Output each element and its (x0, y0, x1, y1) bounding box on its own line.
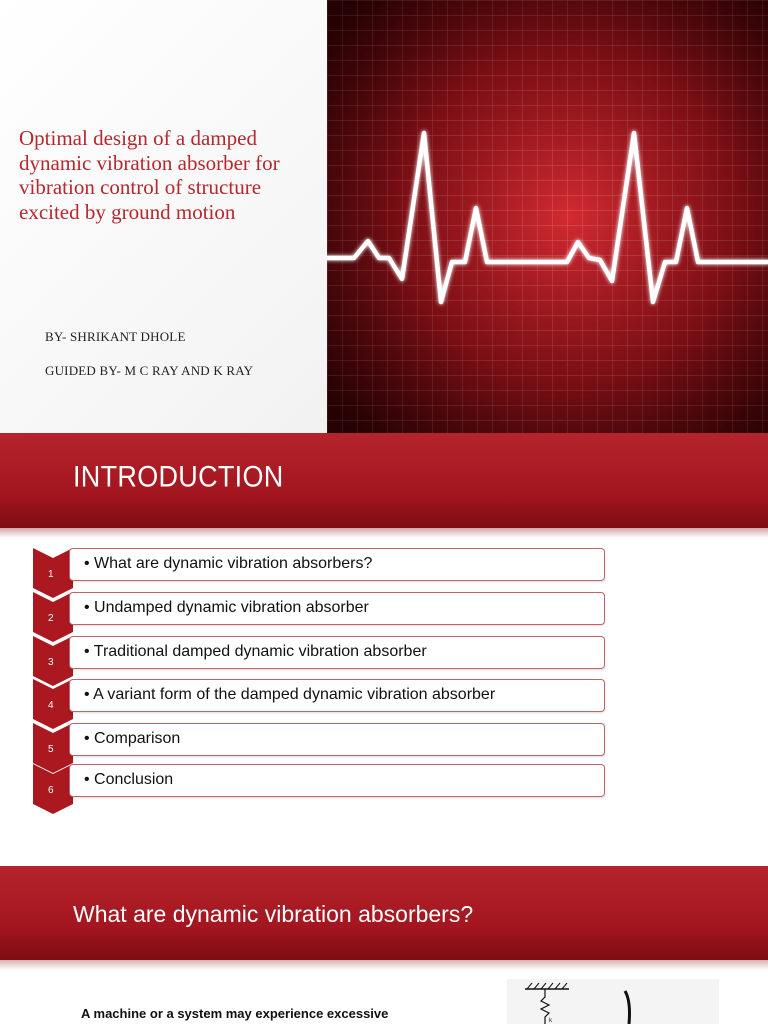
list-item (33, 636, 605, 674)
dva-slide (0, 866, 768, 1024)
band-shadow (0, 960, 768, 970)
item-number: 2 (48, 613, 54, 624)
spring-mass-figure (507, 979, 719, 1024)
item-box (69, 548, 605, 581)
ecg-heartbeat-image (327, 0, 768, 433)
slide3-body-text: A machine or a system may experience excessive (81, 1006, 389, 1021)
list-item (33, 723, 605, 761)
introduction-slide (0, 433, 768, 865)
item-box (69, 679, 605, 712)
item-number: 3 (48, 657, 54, 668)
item-text: • Conclusion (84, 771, 174, 788)
list-item (33, 764, 605, 802)
item-text: • Comparison (84, 730, 181, 747)
author-line: BY- SHRIKANT DHOLE (45, 329, 186, 344)
item-box (69, 764, 605, 797)
slide3-title: What are dynamic vibration absorbers? (73, 901, 474, 927)
intro-title: INTRODUCTION (73, 460, 284, 493)
item-number: 4 (48, 700, 54, 711)
list-item (33, 592, 605, 630)
item-text: • Traditional damped dynamic vibration absorber (84, 643, 427, 660)
slide-title: Optimal design of a damped dynamic vibration absorber for vibration control of structure excited by ground motion (19, 126, 280, 224)
list-item (33, 548, 605, 586)
item-text: • Undamped dynamic vibration absorber (84, 599, 369, 616)
item-text: • What are dynamic vibration absorbers? (84, 555, 373, 572)
item-number: 6 (48, 785, 54, 796)
item-box (69, 636, 605, 669)
title-slide (0, 0, 768, 433)
item-box (69, 723, 605, 756)
spring-label: k (549, 1018, 552, 1024)
guide-line: GUIDED BY- M C RAY AND K RAY (45, 363, 254, 378)
item-text: • A variant form of the damped dynamic vibration absorber (84, 686, 496, 703)
item-number: 5 (48, 744, 54, 755)
band-shadow (0, 528, 768, 538)
list-item (33, 679, 605, 717)
item-number: 1 (48, 569, 54, 580)
item-box (69, 592, 605, 625)
